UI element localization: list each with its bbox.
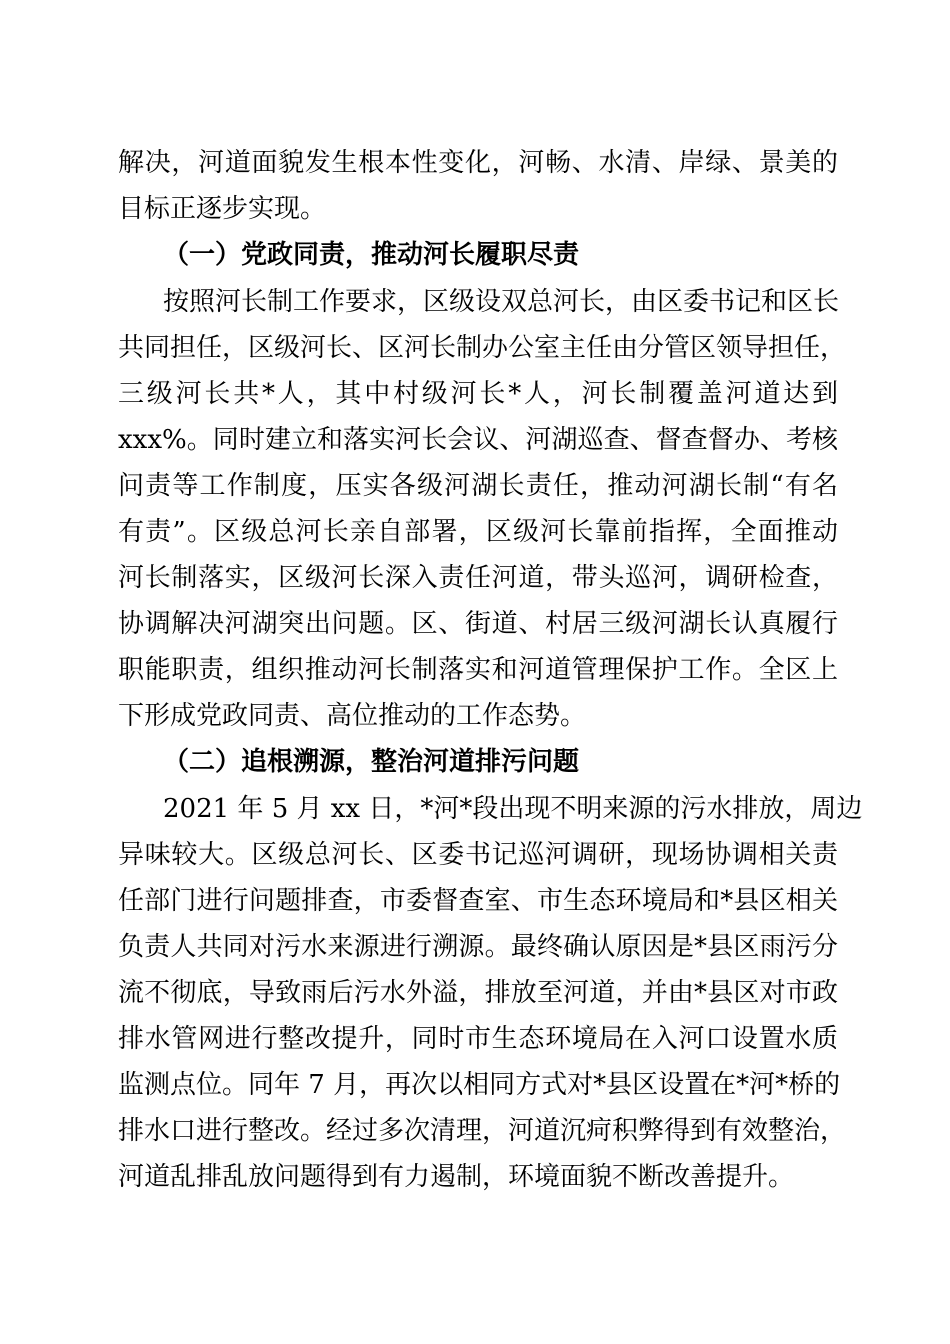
body-line: 解决，河道面貌发生根本性变化，河畅、水清、岸绿、景美的 — [118, 148, 838, 178]
body-line: 问责等工作制度，压实各级河湖长责任，推动河湖长制“有名 — [118, 471, 838, 501]
body-line: 监测点位。同年 7 月，再次以相同方式对*县区设置在*河*桥的 — [118, 1070, 841, 1100]
body-line: 协调解决河湖突出问题。区、街道、村居三级河湖长认真履行 — [118, 609, 838, 639]
body-line: 排水口进行整改。经过多次清理，河道沉疴积弊得到有效整治， — [118, 1116, 847, 1146]
body-line: 河长制落实，区级河长深入责任河道，带头巡河，调研检查， — [118, 563, 838, 593]
body-line: 职能职责，组织推动河长制落实和河道管理保护工作。全区上 — [118, 655, 838, 685]
paragraph-first-line: 2021 年 5 月 xx 日，*河*段出现不明来源的污水排放，周边 — [163, 794, 863, 824]
body-line: 三级河长共*人，其中村级河长*人，河长制覆盖河道达到 — [118, 379, 838, 409]
body-line: 有责”。区级总河长亲自部署，区级河长靠前指挥，全面推动 — [118, 517, 838, 547]
body-line: 下形成党政同责、高位推动的工作态势。 — [118, 701, 587, 731]
paragraph-first-line: 按照河长制工作要求，区级设双总河长，由区委书记和区长 — [163, 287, 840, 317]
body-line: 共同担任，区级河长、区河长制办公室主任由分管区领导担任， — [118, 333, 847, 363]
body-line: 负责人共同对污水来源进行溯源。最终确认原因是*县区雨污分 — [118, 932, 838, 962]
body-line: 排水管网进行整改提升，同时市生态环境局在入河口设置水质 — [118, 1024, 838, 1054]
body-line: xxx%。同时建立和落实河长会议、河湖巡查、督查督办、考核 — [118, 425, 838, 455]
section-heading-1: （一）党政同责，推动河长履职尽责 — [163, 240, 580, 270]
body-line: 河道乱排乱放问题得到有力遏制，环境面貌不断改善提升。 — [118, 1162, 795, 1192]
body-line: 流不彻底，导致雨后污水外溢，排放至河道，并由*县区对市政 — [118, 978, 838, 1008]
body-line: 任部门进行问题排查，市委督查室、市生态环境局和*县区相关 — [118, 886, 838, 916]
section-heading-2: （二）追根溯源，整治河道排污问题 — [163, 747, 580, 777]
body-line: 异味较大。区级总河长、区委书记巡河调研，现场协调相关责 — [118, 840, 838, 870]
body-line: 目标正逐步实现。 — [118, 194, 327, 224]
